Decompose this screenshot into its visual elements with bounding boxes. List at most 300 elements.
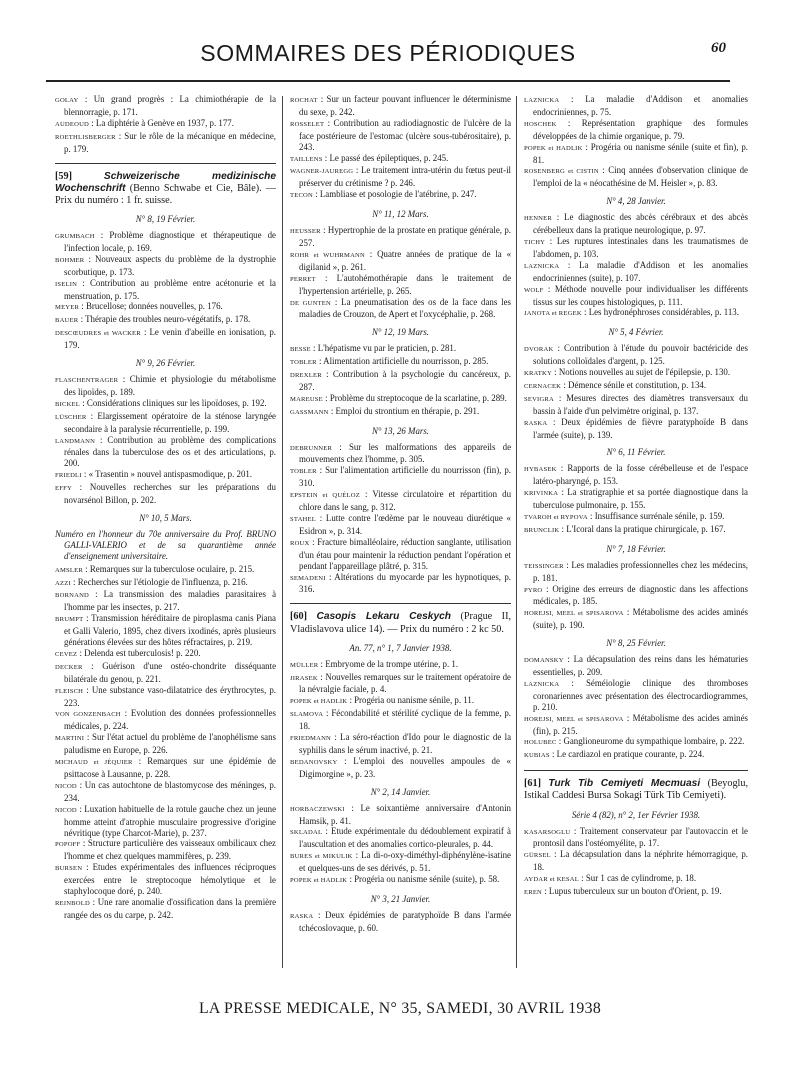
article-title: Métabolisme des acides aminés (fin), p. 215. (533, 712, 748, 736)
article-author: POPEK et HADLIK (290, 877, 348, 885)
article-author: ISELIN (55, 280, 78, 288)
article-author: BURES et MIKULIK (290, 853, 353, 861)
article-entry: EREN : Lupus tuberculeux sur un bouton d'Orient, p. 19. (524, 886, 722, 897)
page-footer: LA PRESSE MEDICALE, N° 35, SAMEDI, 30 AVRIL 1938 (198, 1000, 602, 1017)
article-title: Fracture bimalléolaire, réduction sanglante, utilisation d'un étau pour maintenir la réduction pendant l'opération et pendant l'appareillage plâtré, p. 315. (299, 536, 511, 571)
article-entry: AMSLER : Remarques sur la tuberculose oculaire, p. 215. (55, 563, 255, 574)
article-author: FLASCHENTRAGER (55, 377, 119, 385)
article-author: BAUER (55, 317, 79, 325)
article-title: Les maladies professionnelles chez les médecins, p. 181. (533, 559, 748, 583)
article-title: Le traitement intra-utérin du fœtus peut-il préserver du crétinisme ? p. 246. (299, 165, 511, 189)
article-entry: BURES et MIKULIK : La di-o-oxy-diméthyl-diphénylène-isatine et quelques-uns de ses dérivés, p. 51. (290, 850, 511, 874)
article-entry: PERRET : L'autohémothérapie dans le traitement de l'hypertension artérielle, p. 265. (290, 272, 511, 296)
article-author: GRUMBACH (55, 233, 95, 241)
article-entry: GRUMBACH : Problème diagnostique et thérapeutique de l'infection locale, p. 169. (55, 230, 276, 253)
section-separator (524, 770, 748, 771)
article-entry: TOBLER : Sur l'alimentation artificielle du nourrisson (fin), p. 310. (290, 465, 511, 489)
article-entry: AYDAR et KESAL : Sur 1 cas de cylindrome, p. 18. (524, 873, 697, 884)
article-title: L'Icoral dans la pratique chirurgicale, p. 167. (566, 523, 726, 534)
article-entry: HENNER : Le diagnostic des abcès cérébraux et des abcès cérébelleux dans la pratique neurologique, p. 97. (524, 212, 748, 236)
article-author: BEDANOVSKY (290, 758, 338, 766)
article-author: JANOTA et REGEK (524, 310, 582, 318)
article-title: Les ruptures intestinales dans les traumatismes de l'abdomen, p. 103. (533, 235, 748, 259)
article-author: HOREJSI, MEEL et SPISAROVA (524, 715, 624, 723)
article-author: BICKEL (55, 400, 81, 408)
article-entry: BOHMER : Nouveaux aspects du problème de la dystrophie scorbutique, p. 173. (55, 253, 276, 277)
article-title: Lutte contre l'œdème par le nouveau diurétique « Esidron », p. 314. (299, 513, 511, 536)
article-author: EPSTEIN et QUÉLOZ (290, 492, 360, 500)
article-entry: BAUER : Thérapie des troubles neuro-végétatifs, p. 178. (55, 314, 251, 325)
article-author: TICHY (524, 238, 546, 246)
article-entry: ISELIN : Contribution au problème entre acétonurie et la menstruation, p. 175. (55, 277, 276, 301)
article-entry: HEUSSER : Hypertrophie de la prostate en pratique générale, p. 257. (290, 225, 511, 248)
article-title: Progéria ou nanisme sénile (suite et fin), p. 81. (533, 141, 748, 165)
article-entry: EFFY : Nouvelles recherches sur les préparations du novarsénol Billon, p. 202. (55, 482, 276, 506)
article-title: Progéria ou nanisme sénile, p. 11. (354, 695, 475, 706)
article-entry: HOREJSI, MEEL et SPISAROVA : Métabolisme des acides aminés (fin), p. 215. (524, 712, 748, 736)
article-author: SKLADAL (290, 829, 323, 837)
issue-note: Numéro en l'honneur du 70e anniversaire du Prof. BRUNO GALLI-VALERIO et de sa quarantième année d'enseignement universitaire. (55, 528, 276, 561)
article-author: NICOD (55, 782, 77, 790)
article-author: POPEK et HADLIK (290, 698, 348, 706)
article-author: GASSMANN (290, 408, 329, 416)
article-title: Transmission héréditaire de piroplasma canis Piana et Galli Valerio, 1895, chez divers ixodinés, après plusieurs générations élevées sur des hôtes réfractaires, p. 219. (64, 613, 276, 648)
article-entry: JANOTA et REGEK : Les hydronéphroses considérables, p. 113. (524, 307, 739, 318)
article-entry: MÜLLER : Embryome de la trompe utérine, p. 1. (290, 658, 459, 669)
article-title: L'emploi des nouvelles ampoules de « Digimorgine », p. 23. (299, 755, 511, 779)
article-title: Contribution au radiodiagnostic de l'ulcère de la face postérieure de l'estomac (ulcère sous-tubérositaire), p. 243. (299, 117, 511, 152)
article-title: Sur les malformations des appareils de mouvements chez l'homme, p. 305. (299, 441, 511, 465)
article-author: SLAMOVA (290, 711, 324, 719)
article-title: Lambliase et posologie de l'atébrine, p. 247. (319, 189, 477, 200)
article-author: DREXLER (290, 372, 322, 380)
article-title: Un cas autochtone de blastomycose des méninges, p. 234. (64, 779, 276, 803)
article-author: HOREJSI, MEEL et SPISAROVA (524, 610, 624, 618)
article-entry: BRUNCLIK : L'Icoral dans la pratique chirurgicale, p. 167. (524, 523, 726, 534)
article-entry: POPEK et HADLIK : Progéria ou nanisme sénile, p. 11. (290, 695, 475, 706)
article-title: Deux épidémies de fièvre paratyphoïde B dans l'armée (suite), p. 139. (533, 416, 748, 440)
article-title: Le cardiazol en pratique courante, p. 224. (556, 749, 705, 760)
article-author: DVORAK (524, 346, 554, 354)
journal-number: [60] (290, 611, 307, 623)
issue-heading: N° 6, 11 Février. (606, 447, 666, 458)
article-author: LAZNICKA (524, 97, 560, 104)
article-author: GOLAY (55, 97, 79, 104)
article-entry: MICHAUD et JÉQUIER : Remarques sur une épidémie de psittacose à Lausanne, p. 228. (55, 756, 276, 780)
article-title: Mesures directes des diamètres transversaux du bassin à l'aide d'un pelvimètre original, p. 137. (533, 392, 748, 416)
article-entry: POPEK et HADLIK : Progéria ou nanisme sénile (suite et fin), p. 81. (524, 141, 748, 165)
article-entry: WOLF : Méthode nouvelle pour individualiser les différents tissus sur les coupes histologiques, p. 111. (524, 283, 748, 307)
article-title: Une rare anomalie d'ossification dans la première rangée des os du carpe, p. 242. (64, 896, 276, 920)
article-author: DESCŒUDRES et WACKER (55, 330, 141, 338)
article-author: WOLF (524, 286, 544, 294)
article-entry: POPEK et HADLIK : Progéria ou nanisme sénile (suite), p. 58. (290, 874, 500, 885)
article-entry: SEVIGRA : Mesures directes des diamètres transversaux du bassin à l'aide d'un pelvimètre original, p. 137. (524, 392, 748, 416)
article-entry: DECKER : Guérison d'une ostéo-chondrite disséquante bilatérale du genou, p. 221. (55, 660, 276, 684)
article-author: KRIVINKA (524, 490, 559, 498)
article-author: SEMADENI (290, 574, 326, 582)
article-entry: MAREUSE : Problème du streptocoque de la scarlatine, p. 289. (290, 392, 507, 403)
article-title: Le venin d'abeille en ionisation, p. 179. (64, 327, 276, 351)
article-entry: AZZI : Recherches sur l'étiologie de l'influenza, p. 216. (55, 576, 248, 587)
article-author: GÜRSEL (524, 852, 551, 860)
article-author: CERNACEK (524, 382, 562, 390)
article-title: Notions nouvelles au sujet de l'épilepsie, p. 130. (558, 367, 731, 378)
article-title: Le passé des épileptiques, p. 245. (329, 152, 449, 163)
journal-details: (Benno Schwabe et Cie, Bâle). — Prix du numéro : 1 fr. suisse. (55, 182, 276, 206)
issue-heading: N° 8, 25 Février. (606, 638, 666, 649)
article-title: Sur 1 cas de cylindrome, p. 18. (585, 873, 697, 884)
article-author: LAZNICKA (524, 262, 560, 270)
article-author: TEISSINGER (524, 562, 564, 570)
article-author: DECKER (55, 663, 83, 671)
article-author: TVAROH et RYPOVA (524, 514, 588, 521)
article-entry: BEDANOVSKY : L'emploi des nouvelles ampoules de « Digimorgine », p. 23. (290, 755, 511, 779)
article-title: Elargissement opératoire de la sténose laryngée secondaire à la paralysie récurrentielle, p. 199. (64, 410, 276, 434)
article-title: Hypertrophie de la prostate en pratique générale, p. 257. (299, 225, 511, 248)
article-entry: KRIVINKA : La stratigraphie et sa portée diagnostique dans la tuberculose pulmonaire, p. 155. (524, 487, 748, 511)
column-divider (282, 96, 283, 968)
article-entry: KASARSOGLU : Traitement conservateur par l'autovaccin et le prontosil dans l'ostéomyélite, p. 17. (524, 825, 748, 849)
article-title: Cinq années d'observation clinique de l'emploi de la « néocathésine de M. Heisler », p. 83. (533, 165, 748, 189)
article-title: Quatre années de pratique de la « digilanid », p. 261. (299, 248, 511, 272)
article-entry: HORBACZEWSKI : Le soixantième anniversaire d'Antonin Hamsik, p. 41. (290, 802, 511, 826)
article-title: Représentation graphique des formules développées de la chimie organique, p. 79. (533, 117, 748, 141)
article-author: BOHMER (55, 256, 85, 264)
article-entry: VON GONZENBACH : Evolution des données professionnelles médicales, p. 224. (55, 708, 276, 732)
article-author: STAHEL (290, 516, 316, 523)
article-entry: LÜSCHER : Elargissement opératoire de la sténose laryngée secondaire à la paralysie récurrentielle, p. 199. (55, 410, 276, 434)
article-author: HOLUBEC (524, 739, 557, 747)
article-title: Le soixantième anniversaire d'Antonin Hamsik, p. 41. (299, 802, 511, 826)
article-author: HYBASEK (524, 466, 557, 474)
journal-title: Schweizerische medizinische Wochenschrift (55, 170, 276, 194)
article-title: Etudes expérimentales des influences réciproques exercées entre le streptocoque hémolytique et le staphylocoque doré, p. 240. (64, 862, 276, 897)
article-title: La diphtérie à Genève en 1937, p. 177. (95, 117, 234, 128)
issue-heading: N° 2, 14 Janvier. (370, 786, 431, 797)
article-entry: DE GUNTEN : La pneumatisation des os de la face dans les maladies de Crouzon, de Apert et l'oxycéphalie, p. 268. (290, 296, 511, 320)
article-entry: ROCHAT : Sur un facteur pouvant influencer le déterminisme du sexe, p. 242. (290, 94, 511, 117)
article-entry: SLAMOVA : Fécondabilité et stérilité cyclique de la femme, p. 18. (290, 708, 511, 732)
article-entry: DOMANSKY : La décapsulation des reins dans les hématuries essentielles, p. 209. (524, 654, 748, 677)
article-title: Guérison d'une ostéo-chondrite disséquante bilatérale du genou, p. 221. (64, 660, 276, 684)
article-entry: ROHR et WUHRMANN : Quatre années de pratique de la « digilanid », p. 261. (290, 248, 511, 272)
article-entry: DEBRUNNER : Sur les malformations des appareils de mouvements chez l'homme, p. 305. (290, 441, 511, 465)
article-title: Contribution à l'étude du pouvoir bactéricide des solutions colloïdales d'argent, p. 125. (533, 343, 748, 367)
journal-heading (290, 611, 511, 635)
article-title: Embryome de la trompe utérine, p. 1. (325, 658, 459, 669)
issue-heading: N° 11, 12 Mars. (372, 209, 429, 220)
article-title: Structure particulière des vaisseaux ombilicaux chez l'homme et chez quelques mammifères, p. 239. (64, 838, 276, 862)
article-title: Alimentation artificielle du nourrisson, p. 285. (323, 356, 489, 367)
article-entry: SKLADAL : Etude expérimentale du dédoublement expiratif à l'auscultation et des anomalies cortico-pleurales, p. 44. (290, 826, 511, 850)
article-entry: HOLUBEC : Ganglioneurome du sympathique lombaire, p. 222. (524, 736, 745, 747)
article-title: Nouveaux aspects du problème de la dystrophie scorbutique, p. 173. (64, 253, 276, 277)
article-title: La di-o-oxy-diméthyl-diphénylène-isatine et quelques-uns de ses dérivés, p. 51. (299, 850, 511, 874)
article-title: Problème diagnostique et thérapeutique de l'infection locale, p. 169. (64, 230, 276, 253)
article-title: Luxation habituelle de la rotule gauche chez un jeune homme atteint d'atrophie musculaire progressive d'origine névritique (type Charcot-Marie), p. 237. (64, 803, 276, 838)
article-entry: LAZNICKA : Séméiologie clinique des thromboses coronariennes avec présentation des électrocardiogrammes, p. 210. (524, 677, 748, 712)
article-entry: BURSEN : Etudes expérimentales des influences réciproques exercées entre le streptocoque hémolytique et le staphylocoque doré, p. 240. (55, 862, 276, 897)
journal-number: [59] (55, 170, 72, 182)
article-author: REINBOLD (55, 899, 90, 907)
article-author: FLEISCH (55, 687, 84, 695)
article-entry: FRIEDMANN : La séro-réaction d'Ido pour le diagnostic de la syphilis dans le sérum inactivé, p. 21. (290, 732, 511, 755)
article-author: HORBACZEWSKI (290, 805, 345, 813)
article-author: LAZNICKA (524, 680, 560, 688)
article-entry: LANDMANN : Contribution au problème des complications rénales dans la tuberculose des os et des articulations, p. 200. (55, 434, 276, 469)
article-title: Séméiologie clinique des thromboses coronariennes avec présentation des électrocardiogrammes, p. 210. (533, 677, 748, 712)
article-entry: FLEISCH : Une substance vaso-dilatatrice des érythrocytes, p. 223. (55, 684, 276, 708)
article-author: KUBIAS (524, 752, 550, 760)
article-author: RASKA (524, 419, 548, 427)
article-title: Chimie et physiologie du métabolisme des lipoïdes, p. 189. (64, 374, 276, 397)
journal-heading (55, 171, 276, 208)
article-entry: BICKEL : Considérations cliniques sur les lipoïdoses, p. 192. (55, 397, 267, 408)
article-author: BURSEN (55, 865, 83, 873)
article-title: Evolution des données professionnelles médicales, p. 224. (64, 708, 276, 732)
article-author: WAGNER-JAUREGG (290, 168, 354, 176)
article-title: Rapports de la fosse cérébelleuse et de l'espace latéro-pharyngé, p. 153. (533, 463, 748, 487)
article-author: ROHR et WUHRMANN (290, 251, 365, 259)
issue-heading: N° 12, 19 Mars. (371, 327, 430, 338)
article-title: Insuffisance surrénale sénile, p. 159. (594, 511, 725, 521)
article-author: TOBLER (290, 468, 317, 476)
article-entry: LAZNICKA : La maladie d'Addison et les anomalies endocriniennes (suite), p. 107. (524, 259, 748, 283)
journal-heading (524, 778, 748, 802)
article-author: MEYER (55, 304, 80, 312)
article-title: Contribution au problème des complications rénales dans la tuberculose des os et des articulations, p. 200. (64, 434, 276, 469)
page-header (46, 26, 730, 82)
article-title: Recherches sur l'étiologie de l'influenza, p. 216. (77, 576, 248, 587)
article-entry: POPOFF : Structure particulière des vaisseaux ombilicaux chez l'homme et chez quelques mammifères, p. 239. (55, 838, 276, 862)
issue-heading: N° 8, 19 Février. (135, 214, 196, 225)
article-author: ROETHLISBERGER (55, 133, 116, 141)
article-title: Lupus tuberculeux sur un bouton d'Orient, p. 19. (548, 886, 722, 897)
section-separator (55, 163, 276, 164)
journal-number: [61] (524, 778, 541, 790)
article-title: Contribution au problème entre acétonurie et la menstruation, p. 175. (64, 277, 276, 301)
article-author: POPOFF (55, 841, 81, 849)
article-title: Démence sénile et constitution, p. 134. (568, 379, 707, 390)
article-entry: NICOD : Un cas autochtone de blastomycose des méninges, p. 234. (55, 779, 276, 803)
article-title: Traitement conservateur par l'autovaccin et le prontosil dans l'ostéomyélite, p. 17. (533, 825, 748, 849)
article-entry: EPSTEIN et QUÉLOZ : Vitesse circulatoire et répartition du chlore dans le sang, p. 312. (290, 489, 511, 513)
article-title: Etude expérimentale du dédoublement expiratif à l'auscultation et des anomalies cortico-pleurales, p. 44. (299, 826, 511, 850)
section-separator (290, 603, 511, 604)
article-title: Vitesse circulatoire et répartition du chlore dans le sang, p. 312. (299, 489, 511, 513)
article-entry: NICOD : Luxation habituelle de la rotule gauche chez un jeune homme atteint d'atrophie musculaire progressive d'origine névritique (type Charcot-Marie), p. 237. (55, 803, 276, 838)
article-entry: GOLAY : Un grand progrès : La chimiothérapie de la blennorragie, p. 171. (55, 94, 276, 117)
article-author: TECON (290, 192, 313, 200)
column-divider (516, 96, 517, 968)
article-entry: MARTINI : Sur l'état actuel du problème de l'anophélisme sans paludisme en Europe, p. 226. (55, 732, 276, 756)
article-entry: FRIEDLI : « Trasentin » nouvel antispasmodique, p. 201. (55, 469, 253, 480)
issue-heading: N° 5, 4 Février. (608, 327, 664, 338)
article-author: AYDAR et KESAL (524, 876, 579, 884)
article-entry: GÜRSEL : La décapsulation dans la néphrite hémorragique, p. 18. (524, 849, 748, 873)
article-entry: BORNAND : La transmission des maladies parasitaires à l'homme par les insectes, p. 217. (55, 589, 276, 613)
issue-heading: N° 7, 18 Février. (606, 543, 666, 554)
article-title: La maladie d'Addison et les anomalies endocriniennes (suite), p. 107. (533, 259, 748, 283)
article-title: Le diagnostic des abcès cérébraux et des abcès cérébelleux dans la pratique neurologique, p. 97. (533, 212, 748, 236)
column-left (55, 94, 276, 972)
article-author: BESSE (290, 346, 311, 354)
article-author: TOBLER (290, 359, 317, 367)
issue-heading: N° 9, 26 Février. (135, 358, 196, 369)
article-entry: CERNACEK : Démence sénile et constitution, p. 134. (524, 379, 707, 390)
article-title: Remarques sur la tuberculose oculaire, p. 215. (89, 563, 255, 574)
article-author: JIRASEK (290, 674, 318, 682)
article-author: VON GONZENBACH (55, 711, 121, 719)
article-title: La décapsulation des reins dans les hématuries essentielles, p. 209. (533, 654, 748, 677)
article-title: Fécondabilité et stérilité cyclique de la femme, p. 18. (299, 708, 511, 732)
article-entry: TICHY : Les ruptures intestinales dans les traumatismes de l'abdomen, p. 103. (524, 235, 748, 259)
article-author: NICOD (55, 806, 77, 814)
article-author: KRATKY (524, 370, 552, 378)
article-entry: ROETHLISBERGER : Sur le rôle de la mécanique en médecine, p. 179. (55, 130, 276, 154)
article-author: MARTINI (55, 735, 85, 743)
article-entry: HOSCHEK : Représentation graphique des formules développées de la chimie organique, p. 79. (524, 117, 748, 141)
article-author: TAILLENS (290, 155, 323, 163)
article-author: MÜLLER (290, 661, 319, 669)
article-author: EREN (524, 889, 543, 897)
article-author: AUDEOUD (55, 120, 89, 128)
article-entry: WAGNER-JAUREGG : Le traitement intra-utérin du fœtus peut-il préserver du crétinisme ? p. 246. (290, 165, 511, 189)
article-author: DEBRUNNER (290, 444, 333, 452)
article-entry: TOBLER : Alimentation artificielle du nourrisson, p. 285. (290, 356, 489, 367)
article-title: Remarques sur une épidémie de psittacose à Lausanne, p. 228. (64, 756, 276, 780)
article-author: BRUMPT (55, 616, 84, 624)
article-author: HEUSSER (290, 228, 321, 236)
article-entry: SEMADENI : Altérations du myocarde par les hypnotiques, p. 316. (290, 571, 511, 595)
article-title: L'autohémothérapie dans le traitement de l'hypertension artérielle, p. 265. (299, 272, 511, 296)
article-title: La transmission des maladies parasitaires à l'homme par les insectes, p. 217. (64, 589, 276, 613)
article-author: POPEK et HADLIK (524, 144, 583, 152)
article-author: AZZI (55, 579, 71, 587)
article-author: HOSCHEK (524, 120, 557, 128)
article-author: DE GUNTEN (290, 299, 331, 307)
article-title: Une substance vaso-dilatatrice des érythrocytes, p. 223. (64, 684, 276, 708)
issue-heading: An. 77, n° 1, 7 Janvier 1938. (349, 642, 452, 653)
article-title: Considérations cliniques sur les lipoïdoses, p. 192. (86, 397, 267, 408)
article-author: SEVIGRA (524, 395, 554, 403)
article-title: Problème du streptocoque de la scarlatine, p. 289. (329, 392, 507, 403)
article-author: DOMANSKY (524, 657, 564, 665)
page-number: 60 (711, 40, 726, 56)
journal-details: (Prague II, Vladislavova ulice 14). — Prix du numéro : 2 kc 50. (290, 611, 511, 635)
journal-title: Turk Tib Cemiyeti Mecmuasi (548, 778, 701, 790)
article-title: La stratigraphie et sa portée diagnostique dans la tuberculose pulmonaire, p. 155. (533, 487, 748, 511)
issue-heading: N° 4, 28 Janvier. (606, 196, 666, 207)
article-entry: MEYER : Brucellose; données nouvelles, p. 176. (55, 301, 223, 312)
article-entry: KUBIAS : Le cardiazol en pratique courante, p. 224. (524, 749, 705, 760)
article-author: LANDMANN (55, 437, 96, 445)
article-entry: HOREJSI, MEEL et SPISAROVA : Métabolisme des acides aminés (suite), p. 190. (524, 607, 748, 631)
article-entry: TAILLENS : Le passé des épileptiques, p. 245. (290, 152, 449, 163)
article-author: FRIEDLI (55, 472, 82, 480)
article-author: MICHAUD et JÉQUIER (55, 759, 133, 767)
article-title: Métabolisme des acides aminés (suite), p. 190. (533, 607, 748, 631)
article-title: Brucellose; données nouvelles, p. 176. (85, 301, 223, 312)
article-entry: REINBOLD : Une rare anomalie d'ossification dans la première rangée des os du carpe, p. 242. (55, 896, 276, 920)
article-entry: STAHEL : Lutte contre l'œdème par le nouveau diurétique « Esidron », p. 314. (290, 513, 511, 536)
article-title: Méthode nouvelle pour individualiser les différents tissus sur les coupes histologiques, p. 111. (533, 283, 748, 307)
article-author: EFFY (55, 485, 72, 493)
article-title: Origine des erreurs de diagnostic dans les affections médicales, p. 185. (533, 583, 748, 607)
article-title: La séro-réaction d'Ido pour le diagnostic de la syphilis dans le sérum inactivé, p. 21. (299, 732, 511, 755)
article-title: La pneumatisation des os de la face dans les maladies de Crouzon, de Apert et l'oxycéphalie, p. 268. (299, 296, 511, 320)
article-author: ROCHAT (290, 97, 318, 104)
article-entry: PYRO : Origine des erreurs de diagnostic dans les affections médicales, p. 185. (524, 583, 748, 607)
article-entry: TVAROH et RYPOVA : Insuffisance surrénale sénile, p. 159. (524, 511, 725, 521)
article-entry: RASKA : Deux épidémies de fièvre paratyphoïde B dans l'armée (suite), p. 139. (524, 416, 748, 440)
article-title: Sur l'état actuel du problème de l'anophélisme sans paludisme en Europe, p. 226. (64, 732, 276, 756)
article-author: LÜSCHER (55, 413, 87, 421)
article-entry: DESCŒUDRES et WACKER : Le venin d'abeille en ionisation, p. 179. (55, 327, 276, 351)
article-title: Un grand progrès : La chimiothérapie de la blennorragie, p. 171. (64, 94, 276, 117)
article-entry: ROSSELET : Contribution au radiodiagnostic de l'ulcère de la face postérieure de l'estomac (ulcère sous-tubérositaire), p. 243. (290, 117, 511, 152)
article-entry: HYBASEK : Rapports de la fosse cérébelleuse et de l'espace latéro-pharyngé, p. 153. (524, 463, 748, 487)
article-author: AMSLER (55, 566, 83, 574)
article-title: Contribution à la psychologie du cancéreux, p. 287. (299, 369, 511, 392)
journal-details: (Beyoglu, Istikal Caddesi Bursa Sokagi Türk Tib Cemiyeti). (524, 778, 748, 802)
article-author: FRIEDMANN (290, 735, 331, 743)
article-title: Delenda est tuberculosis! p. 220. (84, 647, 201, 658)
article-entry: LAZNICKA : La maladie d'Addison et anomalies endocriniennes, p. 75. (524, 94, 748, 117)
article-author: BORNAND (55, 592, 90, 600)
issue-heading: N° 3, 21 Janvier. (370, 893, 431, 904)
article-entry: TECON : Lambliase et posologie de l'atébrine, p. 247. (290, 189, 477, 200)
article-title: Nouvelles remarques sur le traitement opératoire de la névralgie faciale, p. 4. (299, 671, 511, 695)
article-entry: BRUMPT : Transmission héréditaire de piroplasma canis Piana et Galli Valerio, 1895, chez divers ixodinés, après plusieurs générations élevées sur des hôtes réfractaires, p. 219. (55, 613, 276, 648)
article-entry: FLASCHENTRAGER : Chimie et physiologie du métabolisme des lipoïdes, p. 189. (55, 374, 276, 397)
article-title: Sur l'alimentation artificielle du nourrisson (fin), p. 310. (299, 465, 511, 489)
article-entry: KRATKY : Notions nouvelles au sujet de l'épilepsie, p. 130. (524, 367, 731, 378)
page-title: SOMMAIRES DES PÉRIODIQUES (200, 40, 576, 66)
column-middle (290, 94, 511, 972)
article-author: CEVEZ (55, 650, 78, 658)
article-entry: AUDEOUD : La diphtérie à Genève en 1937, p. 177. (55, 117, 234, 128)
article-title: Nouvelles recherches sur les préparations du novarsénol Billon, p. 202. (64, 482, 276, 506)
article-author: KASARSOGLU (524, 828, 571, 836)
article-author: ROSENBERG et CISTIN (524, 168, 599, 176)
column-right (524, 94, 748, 972)
article-author: MAREUSE (290, 395, 323, 403)
article-entry: ROUX : Fracture bimalléolaire, réduction sanglante, utilisation d'un étau pour maintenir la réduction pendant l'opération et pendant l'appareillage plâtré, p. 315. (290, 536, 511, 571)
article-title: Altérations du myocarde par les hypnotiques, p. 316. (299, 571, 511, 595)
article-title: Les hydronéphroses considérables, p. 113. (588, 307, 739, 318)
article-entry: CEVEZ : Delenda est tuberculosis! p. 220. (55, 647, 201, 658)
article-title: Deux épidémies de paratyphoïde B dans l'armée tchécoslovaque, p. 60. (299, 909, 511, 933)
article-author: ROUX (290, 539, 310, 547)
article-author: HENNER (524, 215, 552, 223)
article-entry: BESSE : L'hépatisme vu par le praticien, p. 281. (290, 343, 457, 354)
article-author: ROSSELET (290, 120, 325, 128)
article-entry: GASSMANN : Emploi du strontium en thérapie, p. 291. (290, 405, 480, 416)
issue-heading: Série 4 (82), n° 2, 1er Février 1938. (571, 809, 701, 820)
article-title: « Trasentin » nouvel antispasmodique, p. 201. (88, 469, 253, 480)
article-author: RASKA (290, 912, 314, 920)
article-title: Sur un facteur pouvant influencer le déterminisme du sexe, p. 242. (299, 94, 511, 117)
article-title: Sur le rôle de la mécanique en médecine, p. 179. (64, 130, 276, 154)
article-author: PERRET (290, 275, 316, 283)
article-title: La décapsulation dans la néphrite hémorragique, p. 18. (533, 849, 748, 873)
article-entry: DREXLER : Contribution à la psychologie du cancéreux, p. 287. (290, 369, 511, 392)
article-title: Emploi du strontium en thérapie, p. 291. (335, 405, 480, 416)
article-entry: TEISSINGER : Les maladies professionnelles chez les médecins, p. 181. (524, 559, 748, 583)
article-entry: JIRASEK : Nouvelles remarques sur le traitement opératoire de la névralgie faciale, p. 4. (290, 671, 511, 695)
